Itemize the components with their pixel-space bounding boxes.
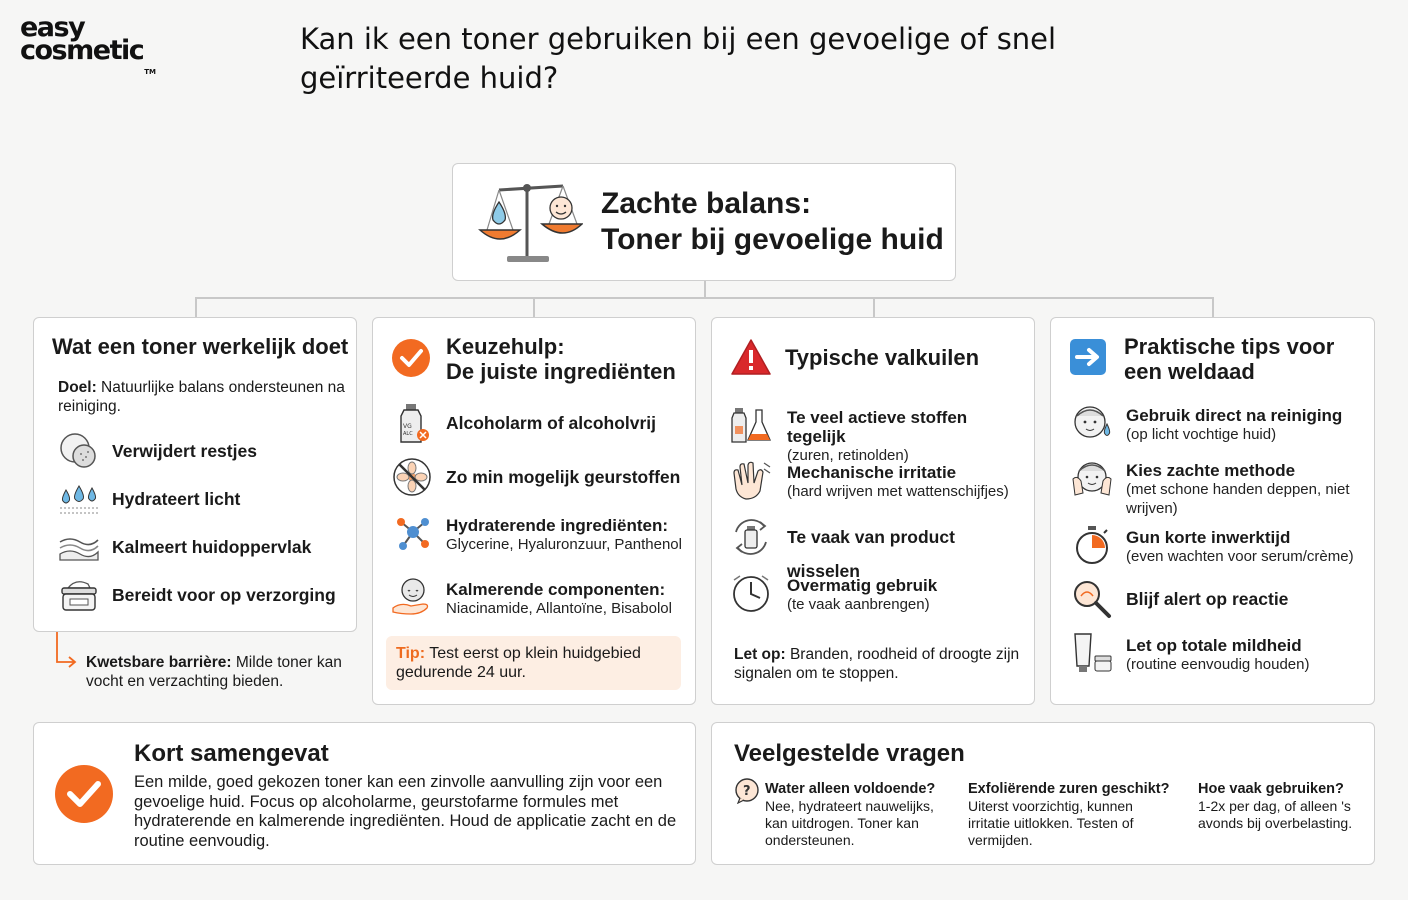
brand-logo [20,12,156,76]
faq-answer: 1-2x per dag, of alleen 's avonds bij overbelasting. [1198,798,1353,831]
list-item-sub: (hard wrijven met wattenschijfjes) [787,483,1009,500]
fragile-barrier-note: Kwetsbare barrière: Milde toner kan vocht en verzachting bieden. [86,654,342,690]
hero-title-line-2: Toner bij gevoelige huid [601,223,944,256]
summary-box [33,722,696,865]
list-item-title: Hydraterende ingrediënten: [446,516,668,535]
stopwatch-icon [1071,524,1113,566]
faq-question: Exfoliërende zuren geschikt? [968,781,1170,797]
summary-title: Kort samengevat [134,740,329,767]
trademark-mark: TM [144,68,156,76]
faq-box [711,722,1375,865]
card-what-toner-does [33,317,357,632]
switch-bottle-icon [730,516,772,558]
list-item [1051,578,1374,622]
molecule-icon [391,512,433,554]
connector-drop-3 [873,297,875,318]
balance-scale-icon [477,178,583,266]
magnifier-icon [1071,578,1113,620]
list-item-label: Kalmeert huidoppervlak [112,537,312,557]
card-pitfalls [711,317,1035,705]
list-item-sub: Glycerine, Hyaluronzuur, Panthenol [446,536,682,553]
faq-item [1198,781,1363,832]
list-item [712,404,1034,464]
faq-question: Water alleen voldoende? [765,781,936,797]
list-item-sub: Niacinamide, Allantoïne, Bisabolol [446,600,672,617]
no-fragrance-icon [391,456,433,498]
hero-title [601,186,944,258]
list-item [712,459,1034,503]
card-title: Wat een toner werkelijk doet [52,334,349,359]
list-item-sub: (te vaak aanbrengen) [787,596,930,613]
arrow-down-right-icon [52,632,80,668]
card-title-line-1: Praktische tips voor [1124,334,1335,359]
connector-drop-2 [533,297,535,318]
card-ingredient-guide [372,317,696,705]
face-drop-icon [1071,402,1113,444]
svg-text:?: ? [743,784,751,799]
card-title-line-1: Keuzehulp: [446,334,565,359]
rubbing-hand-icon [730,459,772,501]
warning-icon [730,338,772,376]
card-practical-tips [1050,317,1375,705]
card-title [1124,334,1334,384]
face-hands-icon [1071,457,1113,499]
warning-note: Let op: Branden, roodheid of droogte zijn signalen om te stoppen. [734,646,1020,682]
svg-text:VG: VG [403,423,412,430]
list-item-title: Alcoholarm of alcoholvrij [446,413,657,433]
connector-drop-1 [195,297,197,318]
list-item [1051,632,1374,676]
cotton-pad-icon [58,430,100,472]
faq-item [968,781,1173,849]
list-item [1051,524,1374,568]
list-item-sub: (even wachten voor serum/crème) [1126,548,1354,565]
goal-text: Doel: Natuurlijke balans ondersteunen na reiniging. [58,379,345,415]
alcohol-bottle-icon [391,402,433,444]
list-item [712,572,1034,616]
hero-title-line-1: Zachte balans: [601,187,812,220]
list-item [373,402,695,446]
hero-box [452,163,956,281]
list-item-title: Te veel actieve stoffen tegelijk [787,408,968,446]
faq-question: Hoe vaak gebruiken? [1198,781,1344,797]
connector-drop-4 [1212,297,1214,318]
tube-jar-icon [1071,632,1113,674]
list-item-title: Let op totale mildheid [1126,636,1302,655]
list-item-sub: (routine eenvoudig houden) [1126,656,1310,673]
list-item-title: Kies zachte methode [1126,461,1296,480]
list-item-label: Bereidt voor op verzorging [112,585,336,605]
faq-item [765,781,955,849]
page-title: Kan ik een toner gebruiken bij een gevoelige of snel geïrriteerde huid? [300,22,1057,95]
list-item [1051,402,1374,446]
logo-line-1: easy [20,12,85,43]
connector-bar [195,297,1214,299]
list-item-title: Mechanische irritatie [787,463,957,482]
card-title [446,334,676,384]
tip-box [386,636,681,690]
card-title: Typische valkuilen [785,345,980,370]
summary-text: Een milde, goed gekozen toner kan een zinvolle aanvulling zijn voor een gevoelige huid. Focus op alcoholarme, geurstofarme formules met hydraterende en kalmerende ingrediënten. Houd de applicatie zacht en de routine eenvoudig. [134,773,677,850]
list-item [34,574,356,618]
list-item-title: Zo min mogelijk geurstoffen [446,467,681,487]
list-item [373,456,695,500]
list-item-label: Hydrateert licht [112,489,241,509]
lab-flasks-icon [730,404,772,446]
water-drops-icon [58,478,100,520]
list-item [34,526,356,570]
list-item [712,516,1034,581]
arrow-right-icon [1069,338,1107,376]
list-item-title: Te vaak van product wisselen [787,527,955,581]
list-item-sub: (op licht vochtige huid) [1126,426,1277,443]
list-item [34,430,356,474]
clock-icon [730,572,772,614]
svg-text:ALC: ALC [403,431,413,437]
card-title-line-2: een weldaad [1124,359,1255,384]
list-item-label: Verwijdert restjes [112,441,257,461]
tip-label: Tip: [396,645,426,662]
skin-layers-icon [58,526,100,568]
card-title-line-2: De juiste ingrediënten [446,359,676,384]
list-item-title: Kalmerende componenten: [446,580,666,599]
list-item-title: Gebruik direct na reiniging [1126,406,1343,425]
logo-line-2: cosmetic™ [20,35,156,76]
list-item [373,576,695,620]
question-bubble-icon [734,778,760,804]
list-item [34,478,356,522]
cream-jar-icon [58,574,100,616]
list-item [1051,457,1374,517]
check-circle-icon [54,764,114,824]
connector-stem [704,280,706,298]
list-item-title: Blijf alert op reactie [1126,589,1289,609]
faq-answer: Uiterst voorzichtig, kunnen irritatie uitlokken. Testen of vermijden. [968,798,1134,848]
faq-answer: Nee, hydrateert nauwelijks, kan uitdrogen. Toner kan ondersteunen. [765,798,934,848]
list-item-title: Gun korte inwerktijd [1126,528,1291,547]
list-item-sub: (met schone handen deppen, niet wrijven) [1126,481,1350,517]
list-item-title: Overmatig gebruik [787,576,938,595]
list-item-sub: (zuren, retinolden) [787,447,909,464]
calm-face-hand-icon [391,576,433,618]
check-circle-icon [391,338,431,378]
tip-text: Test eerst op klein huidgebied gedurende 24 uur. [396,645,641,681]
faq-title: Veelgestelde vragen [734,740,965,767]
list-item [373,512,695,556]
